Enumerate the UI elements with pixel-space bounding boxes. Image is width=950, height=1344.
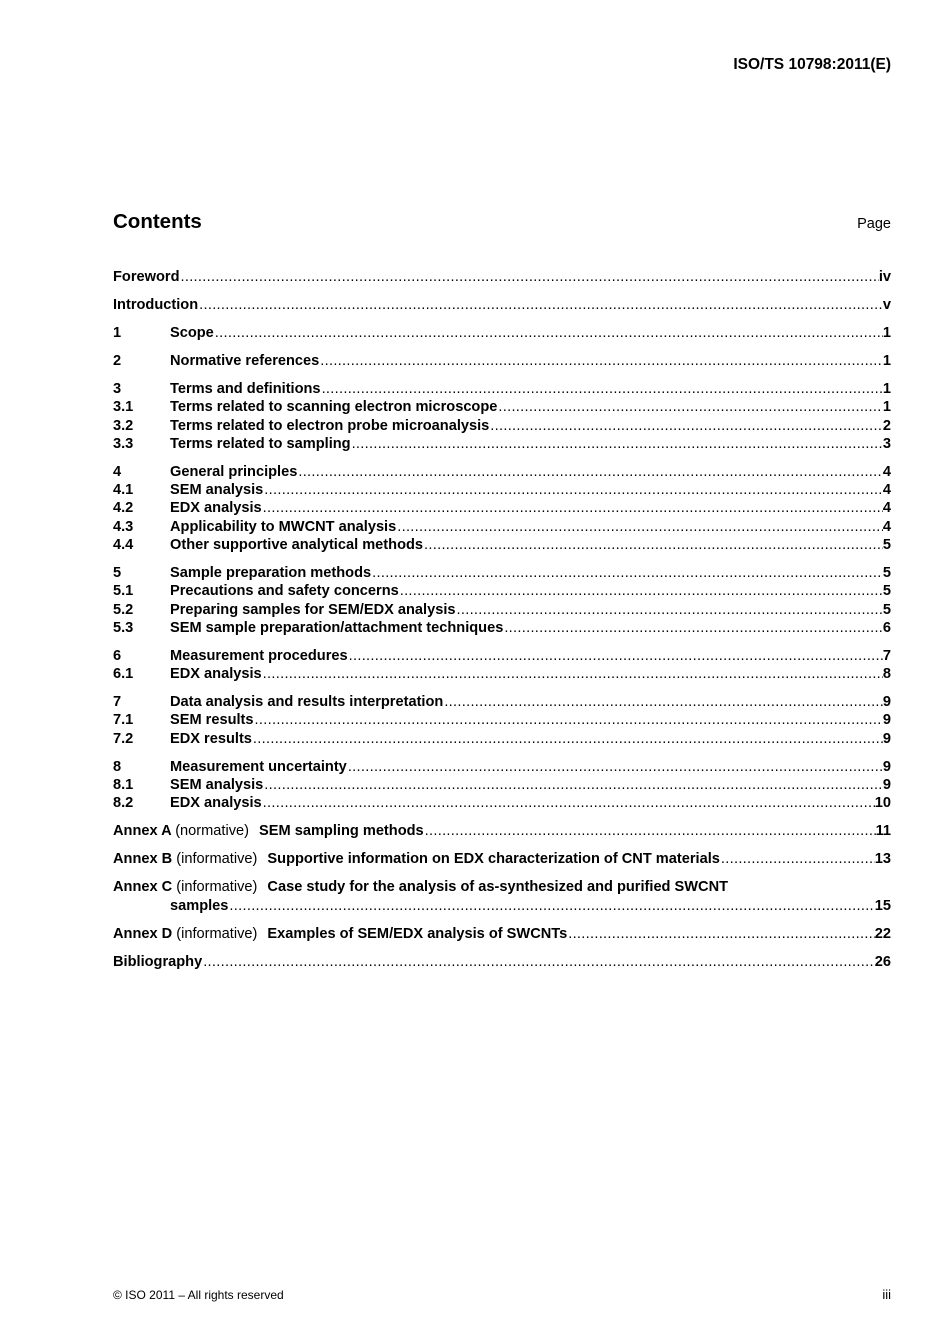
toc-entry-number: 2 — [113, 352, 122, 369]
dot-leader — [262, 665, 883, 683]
toc-entry-page: 9 — [882, 730, 891, 747]
toc-entry-title: SEM analysis — [170, 482, 264, 499]
toc-entry-number: 6 — [113, 647, 122, 664]
toc-entry-page: 10 — [874, 795, 891, 812]
toc-entry-page: 5 — [882, 537, 891, 553]
page-number: iii — [882, 1287, 891, 1302]
toc-entry-title: Terms related to electron probe microanalysis — [170, 417, 490, 434]
toc-entry-8-2[interactable] — [113, 794, 891, 812]
dot-leader — [503, 619, 883, 637]
toc-entry-number: 4.3 — [113, 518, 134, 535]
toc-entry-title: Foreword — [113, 269, 180, 285]
toc-entry-title: Introduction — [113, 296, 199, 313]
dot-leader — [489, 417, 883, 435]
toc-entry-number: 6.1 — [113, 666, 134, 683]
annex-label: Annex C — [113, 879, 173, 896]
toc-entry-annex-d[interactable] — [113, 925, 891, 943]
toc-entry-title: General principles — [170, 463, 298, 480]
toc-entry-1[interactable] — [113, 324, 891, 342]
toc-entry-4-2[interactable] — [113, 499, 891, 517]
toc-entry-number: 4.4 — [113, 537, 134, 553]
toc-entry-title: Preparing samples for SEM/EDX analysis — [170, 601, 456, 618]
toc-entry-title: SEM results — [170, 712, 254, 729]
toc-entry-foreword[interactable] — [113, 268, 891, 286]
toc-entry-title: Bibliography — [113, 953, 203, 970]
toc-entry-3-2[interactable] — [113, 417, 891, 435]
toc-entry-title: Case study for the analysis of as-synthesized and purified SWCNT — [267, 879, 729, 896]
toc-entry-title: Examples of SEM/EDX analysis of SWCNTs — [267, 925, 568, 942]
annex-label: Annex D — [113, 925, 173, 942]
toc-entry-number: 4.1 — [113, 482, 134, 499]
dot-leader — [396, 518, 883, 536]
toc-entry-7-2[interactable] — [113, 730, 891, 748]
annex-type: (informative) — [176, 851, 258, 868]
toc-entry-6-1[interactable] — [113, 665, 891, 683]
toc-entry-page: 5 — [882, 583, 891, 600]
toc-entry-title: Terms related to scanning electron microscope — [170, 399, 498, 416]
annex-heading — [113, 850, 720, 868]
toc-entry-page: 6 — [882, 619, 891, 636]
dot-leader — [567, 925, 875, 943]
toc-entry-title: Measurement procedures — [170, 647, 348, 664]
toc-entry-title: Measurement uncertainty — [170, 758, 347, 775]
dot-leader — [254, 711, 883, 729]
annex-label: Annex B — [113, 851, 173, 868]
toc-entry-title: SEM sampling methods — [259, 823, 424, 840]
toc-entry-annex-c[interactable] — [113, 878, 891, 915]
toc-entry-5-2[interactable] — [113, 601, 891, 619]
toc-entry-number: 8 — [113, 758, 122, 775]
annex-label: Annex A — [113, 823, 172, 840]
toc-entry-title: Normative references — [170, 352, 320, 369]
toc-entry-number: 1 — [113, 324, 122, 341]
toc-entry-annex-a[interactable] — [113, 822, 891, 840]
toc-entry-number: 5.2 — [113, 601, 134, 618]
toc-entry-bibliography[interactable] — [113, 953, 891, 971]
toc-entry-4[interactable] — [113, 463, 891, 481]
dot-leader — [262, 499, 883, 517]
toc-entry-number: 7 — [113, 694, 122, 711]
toc-entry-5-1[interactable] — [113, 582, 891, 600]
toc-entry-page: 5 — [882, 564, 891, 581]
toc-entry-number: 5.3 — [113, 619, 134, 636]
copyright-notice: © ISO 2011 – All rights reserved — [113, 1288, 284, 1302]
dot-leader — [399, 582, 883, 600]
toc-entry-page: 9 — [882, 712, 891, 729]
toc-entry-title: Applicability to MWCNT analysis — [170, 518, 397, 535]
toc-entry-page: 4 — [882, 518, 891, 535]
toc-entry-page: 13 — [874, 851, 891, 868]
toc-entry-3-3[interactable] — [113, 435, 891, 453]
toc-entry-title: EDX analysis — [170, 666, 262, 683]
toc-entry-title: EDX analysis — [170, 795, 262, 812]
toc-entry-title: Scope — [170, 324, 214, 341]
toc-entry-page: 9 — [882, 694, 891, 711]
toc-entry-4-1[interactable] — [113, 481, 891, 499]
toc-entry-number: 3.3 — [113, 435, 134, 452]
dot-leader — [319, 352, 883, 370]
toc-entry-number: 8.2 — [113, 795, 134, 812]
toc-entry-page: 3 — [882, 435, 891, 452]
toc-entry-title: SEM sample preparation/attachment techniques — [170, 619, 504, 636]
dot-leader — [371, 564, 883, 582]
toc-entry-page: 8 — [882, 666, 891, 683]
dot-leader — [179, 268, 878, 286]
toc-entry-title: SEM analysis — [170, 777, 264, 794]
page-title: Contents — [113, 210, 202, 233]
toc-entry-page: v — [882, 296, 891, 313]
dot-leader — [228, 897, 874, 915]
dot-leader — [497, 398, 882, 416]
annex-type: (informative) — [176, 925, 258, 942]
dot-leader — [443, 693, 883, 711]
dot-leader — [424, 822, 876, 840]
toc-entry-page: 11 — [875, 823, 891, 840]
toc-entry-5[interactable] — [113, 564, 891, 582]
toc-entry-annex-b[interactable] — [113, 850, 891, 868]
toc-entry-number: 8.1 — [113, 777, 134, 794]
dot-leader — [321, 380, 883, 398]
dot-leader — [456, 601, 883, 619]
toc-entry-page: 1 — [882, 324, 891, 341]
toc-entry-8[interactable] — [113, 758, 891, 776]
dot-leader — [423, 536, 883, 554]
toc-entry-page: 4 — [882, 500, 891, 517]
toc-entry-2[interactable] — [113, 352, 891, 370]
dot-leader — [198, 296, 883, 314]
dot-leader — [262, 794, 875, 812]
toc-entry-title: Terms related to sampling — [170, 435, 351, 452]
toc-entry-page: iv — [878, 269, 891, 285]
dot-leader — [263, 776, 883, 794]
toc-entry-page: 26 — [874, 953, 891, 970]
toc-entry-title: Supportive information on EDX characterization of CNT materials — [267, 851, 720, 868]
toc-entry-3-1[interactable] — [113, 398, 891, 416]
toc-entry-8-1[interactable] — [113, 776, 891, 794]
toc-entry-page: 1 — [882, 352, 891, 369]
toc-entry-number: 4 — [113, 463, 122, 480]
toc-entry-number: 7.2 — [113, 730, 134, 747]
toc-entry-page: 1 — [882, 380, 891, 397]
toc-entry-7-1[interactable] — [113, 711, 891, 729]
dot-leader — [297, 463, 883, 481]
toc-entry-page: 15 — [874, 897, 891, 914]
toc-entry-5-3[interactable] — [113, 619, 891, 637]
toc-entry-4-4[interactable] — [113, 536, 891, 554]
toc-entry-page: 9 — [882, 758, 891, 775]
toc-entry-title: Sample preparation methods — [170, 564, 372, 581]
annex-heading — [113, 878, 891, 896]
annex-type: (normative) — [175, 823, 249, 840]
dot-leader — [252, 730, 883, 748]
toc-entry-page: 4 — [882, 463, 891, 480]
dot-leader — [347, 758, 883, 776]
toc-entry-number: 3.2 — [113, 417, 134, 434]
toc-entry-number: 3.1 — [113, 399, 134, 416]
annex-heading — [113, 925, 567, 943]
toc-entry-title: Terms and definitions — [170, 380, 321, 397]
toc-entry-7[interactable] — [113, 693, 891, 711]
toc-entry-number: 4.2 — [113, 500, 134, 517]
toc-entry-title: Other supportive analytical methods — [170, 537, 424, 553]
dot-leader — [720, 850, 875, 868]
toc-entry-continuation — [113, 897, 891, 915]
toc-entry-number: 3 — [113, 380, 122, 397]
toc-entry-title: Data analysis and results interpretation — [170, 694, 444, 711]
dot-leader — [351, 435, 883, 453]
dot-leader — [348, 647, 883, 665]
annex-type: (informative) — [176, 879, 258, 896]
page-column-label: Page — [857, 216, 891, 232]
dot-leader — [202, 953, 875, 971]
toc-entry-number: 5 — [113, 564, 122, 581]
toc-entry-page: 5 — [882, 601, 891, 618]
dot-leader — [263, 481, 883, 499]
toc-entry-page: 1 — [882, 399, 891, 416]
toc-entry-title: EDX results — [170, 730, 252, 747]
toc-entry-6[interactable] — [113, 647, 891, 665]
toc-entry-introduction[interactable] — [113, 296, 891, 314]
toc-entry-number: 5.1 — [113, 583, 134, 600]
toc-entry-title-continued: samples — [170, 897, 229, 914]
toc-entry-page: 22 — [874, 925, 891, 942]
toc-entry-page: 7 — [882, 647, 891, 664]
toc-entry-page: 4 — [882, 482, 891, 499]
toc-entry-title: EDX analysis — [170, 500, 262, 517]
toc-entry-page: 2 — [882, 417, 891, 434]
toc-entry-number: 7.1 — [113, 712, 134, 729]
dot-leader — [214, 324, 883, 342]
table-of-contents — [113, 268, 891, 971]
toc-entry-4-3[interactable] — [113, 518, 891, 536]
annex-heading — [113, 822, 424, 840]
toc-entry-3[interactable] — [113, 380, 891, 398]
toc-entry-title: Precautions and safety concerns — [170, 583, 399, 600]
document-id: ISO/TS 10798:2011(E) — [733, 56, 891, 73]
toc-entry-page: 9 — [882, 777, 891, 794]
